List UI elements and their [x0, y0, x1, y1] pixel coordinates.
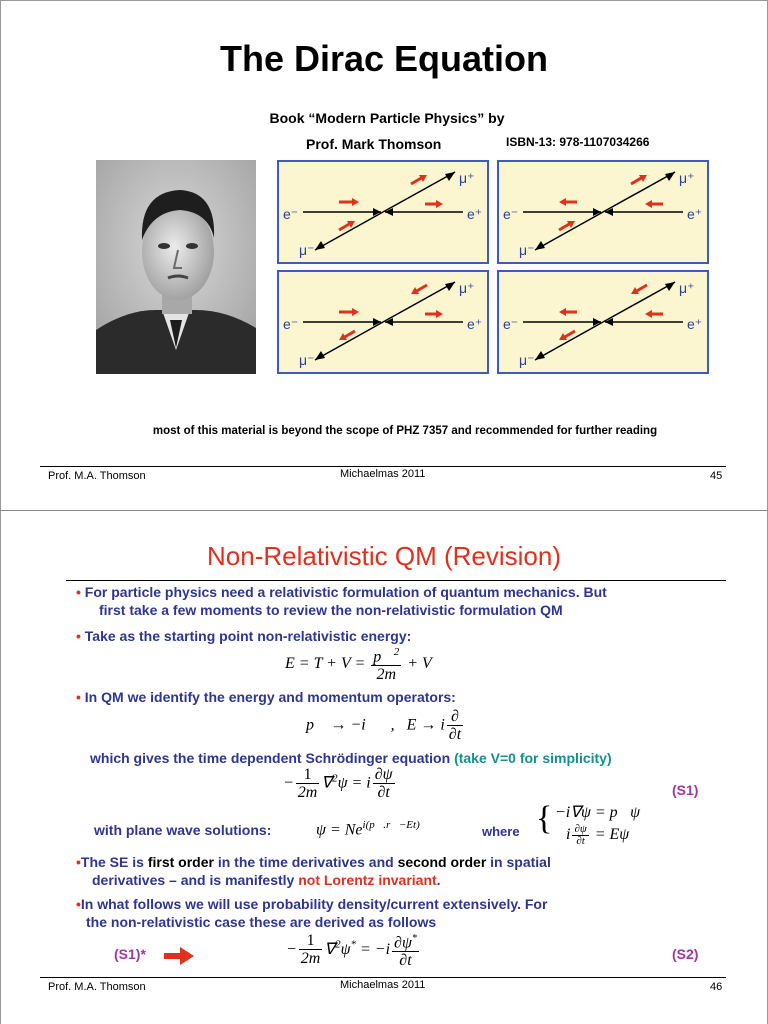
e-minus-label: e⁻: [283, 206, 299, 222]
paragraph-lorentz: •The SE is first order in the time derivatives and second order in spatial: [76, 854, 551, 870]
helicity-panel-2: [497, 160, 709, 264]
equation-energy: E = T + V = $\frac{p⃗^2}{2m}$ + V: [285, 646, 432, 684]
mu-minus-label: μ⁻: [519, 242, 535, 258]
label-s2: (S2): [672, 946, 699, 962]
e-minus-label: e⁻: [283, 316, 299, 332]
footer-term: Michaelmas 2011: [340, 468, 426, 480]
paragraph-probability: •In what follows we will use probability density/current extensively. For: [76, 896, 548, 912]
scope-note: most of this material is beyond the scope of PHZ 7357 and recommended for further reading: [152, 425, 658, 437]
footer-author: Prof. M.A. Thomson: [48, 981, 146, 993]
paragraph-operators: • In QM we identify the energy and momentum operators:: [76, 689, 456, 705]
helicity-panel-3: [277, 270, 489, 374]
footer-rule: [40, 977, 726, 978]
paragraph-relativistic: • For particle physics need a relativistic formulation of quantum mechanics. But: [76, 584, 607, 600]
equation-operators: p⃗ → −i∇⃗, E → i $\frac{\partial}{\partial t}$: [306, 708, 462, 743]
helicity-panel-4: [497, 270, 709, 374]
e-plus-label: e⁺: [467, 206, 483, 222]
plane-wave-label: with plane wave solutions:: [94, 822, 272, 838]
right-arrow-icon: [164, 947, 194, 965]
isbn-number: ISBN-13: 978-1107034266: [506, 135, 650, 149]
mu-plus-label: μ⁺: [459, 170, 475, 186]
footer-rule: [40, 466, 726, 467]
portrait-photo: [96, 160, 256, 374]
equation-momentum-eigen: −i∇ψ = p⃗ψ: [555, 804, 641, 821]
footer-author: Prof. M.A. Thomson: [48, 470, 146, 482]
slide-title: The Dirac Equation: [219, 38, 549, 79]
paragraph-schrodinger: which gives the time dependent Schrödinger equation (take V=0 for simplicity): [90, 750, 612, 766]
mu-plus-label: μ⁺: [679, 280, 695, 296]
book-reference: Book “Modern Particle Physics” by: [269, 110, 505, 126]
page-number: 46: [710, 981, 723, 993]
paragraph-lorentz-cont: derivatives – and is manifestly not Lorentz invariant.: [92, 872, 441, 888]
equation-schrodinger: − $\frac{1}{2m}$ ∇⃗$^2$ψ = i $\frac{\partial\psi}{\partial t}$: [283, 766, 393, 801]
footer-term: Michaelmas 2011: [340, 979, 426, 991]
mu-plus-label: μ⁺: [459, 280, 475, 296]
title-rule: [66, 580, 726, 581]
e-plus-label: e⁺: [687, 316, 703, 332]
mu-minus-label: μ⁻: [299, 242, 315, 258]
e-minus-label: e⁻: [503, 316, 519, 332]
e-plus-label: e⁺: [467, 316, 483, 332]
mu-plus-label: μ⁺: [679, 170, 695, 186]
mu-minus-label: μ⁻: [519, 352, 535, 368]
paragraph-relativistic-cont: first take a few moments to review the non-relativistic formulation QM: [99, 602, 563, 618]
helicity-panel-1: [277, 160, 489, 264]
e-plus-label: e⁺: [687, 206, 703, 222]
label-s1: (S1): [672, 782, 699, 798]
page-number: 45: [710, 470, 723, 482]
equation-plane-wave: $\psi = Ne^{i(p⃗.r⃗-Et)}$: [316, 819, 420, 839]
slide-45: [0, 0, 768, 510]
slide-title: Non-Relativistic QM (Revision): [207, 541, 561, 571]
mu-minus-label: μ⁻: [299, 352, 315, 368]
paragraph-probability-cont: the non-relativistic case these are derived as follows: [86, 914, 437, 930]
paragraph-energy: • Take as the starting point non-relativistic energy:: [76, 628, 412, 644]
where-label: where: [482, 824, 520, 839]
brace: {: [536, 800, 553, 837]
equation-energy-eigen: i $\frac{\partial\psi}{\partial t}$ = Eψ: [566, 823, 630, 847]
label-s1-star: (S1)*: [114, 946, 146, 962]
equation-conjugate: − $\frac{1}{2m}$ ∇⃗$^2$ψ* = −i $\frac{\partial\psi^*}{\partial t}$: [286, 930, 421, 970]
author-name: Prof. Mark Thomson: [306, 136, 442, 152]
e-minus-label: e⁻: [503, 206, 519, 222]
